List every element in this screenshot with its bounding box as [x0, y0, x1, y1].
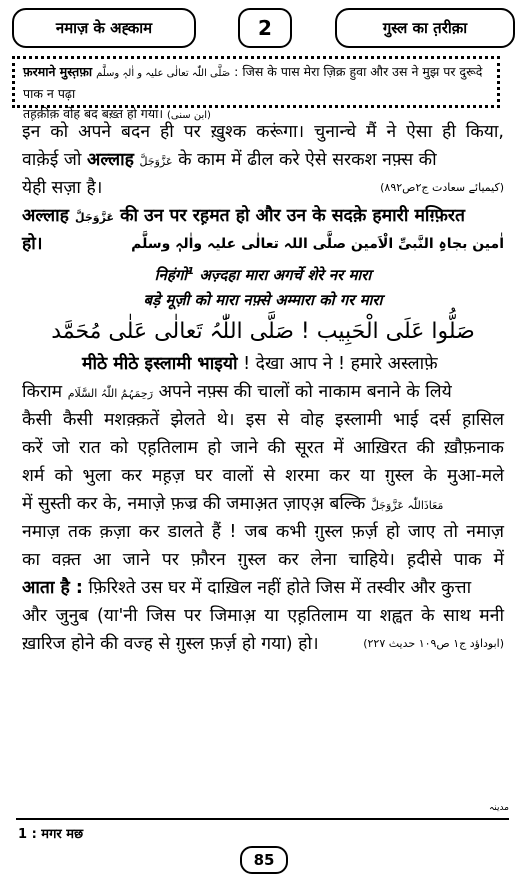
text-line: का वक़्त आ जाने पर फ़ौरन ग़ुस्ल कर लेना चाहिये। ह़दीसे पाक में — [22, 550, 504, 570]
text-fragment: निहंगो — [154, 266, 188, 284]
ameen-dua: اٰمین بجاہِ النَّبیِّ الْاَمین صلَّی اللہ تعالٰی علیہ واٰلہٖ وسلَّم — [131, 236, 504, 252]
main-text — [22, 118, 504, 658]
text-fragment: ख़ारिज होने की वज्ह से ग़ुस्ल फ़र्ज़ हो गया) हो। — [22, 634, 319, 654]
text-line: और जुनुब (या'नी जिस पर जिमाअ़ या एह़तिलाम या शह्वत के साथ मनी — [22, 606, 504, 626]
text-fragment: में सुस्ती कर के, नमाज़े फ़ज्र की जमाअ़त ज़ाएअ़ बल्कि — [22, 494, 371, 514]
text-line — [22, 574, 504, 602]
page-number: 85 — [240, 846, 288, 874]
text-line — [22, 350, 504, 378]
footnote-marker: 1 — [187, 266, 195, 277]
poem-line-1 — [22, 258, 504, 286]
text-line: कैसी कैसी मशक़्क़तें झेलते थे। इस से वोह इस्लामी भाई दर्स ह़ासिल — [22, 410, 504, 430]
text-line — [22, 630, 504, 658]
text-fragment: येही सज़ा है। — [22, 178, 103, 198]
chapter-title: नमाज़ के अह्काम — [12, 8, 196, 48]
text-line — [22, 146, 504, 174]
text-fragment: मीठे मीठे इस्लामी भाइयो — [82, 354, 238, 374]
salat-calligraphy: صَلُّوا عَلَی الْحَبِیب ! صَلَّی اللّٰہُ تَعالٰی عَلٰی مُحَمَّد — [51, 319, 475, 344]
madina-mark: مدینہ — [488, 803, 509, 813]
text-fragment: की उन पर रह़मत हो और उन के सदके़ हमारी मग़्फ़िरत — [114, 206, 465, 226]
farmaan-arabic: صَلَّی اللّٰہ تعالٰی علیہ و اٰلہٖ وسلَّم — [96, 68, 231, 79]
text-line: शर्म को भुला कर मह़ज़ घर वालों से शरमा कर या ग़ुस्ल के मुआ-मले — [22, 466, 504, 486]
text-line — [22, 174, 504, 202]
farmaan-text-2: तह़क़ीक़ वोह बद बख़्त हो गया। — [23, 106, 168, 121]
text-fragment: ! देखा आप ने ! हमारे अस्लाफ़े — [237, 354, 438, 374]
chapter-number: 2 — [238, 8, 292, 48]
arabic-honorific: مَعَاذَاللّٰہ عَزَّوَجَلَّ — [370, 499, 444, 512]
text-fragment: अपने नफ़्स की चालों को नाकाम बनाने के लिये — [153, 382, 452, 402]
source-reference: (ابوداؤد ج۱ ص۱۰۹ حدیث ۲۲۷) — [363, 637, 504, 650]
text-line: नमाज़ तक क़ज़ा कर डालते हैं ! जब कभी ग़ुस्ल फ़र्ज़ हो जाए तो नमाज़ — [22, 522, 504, 542]
footnote: 1 : मगर मछ — [18, 827, 84, 842]
text-line: करें जो रात को एह़तिलाम हो जाने की सूरत में आख़िरत की ख़ौफ़नाक — [22, 438, 504, 458]
text-line — [22, 490, 504, 518]
arabic-honorific: عَزَّوَجَلَّ — [75, 211, 114, 224]
arabic-honorific: رَحِمَہُمُ اللّٰہُ السَّلَام — [67, 387, 154, 400]
farmaan-text-1: : जिस के पास मेरा ज़िक्र हुवा और उस ने मुझ पर दुरूदे पाक न पढ़ा — [23, 64, 483, 101]
text-line — [22, 202, 504, 230]
text-line — [22, 230, 504, 258]
text-line: इन को अपने बदन ही पर ख़ुश्क करूंगा। चुनान्चे मैं ने ऐसा ही किया, — [22, 122, 504, 142]
poem-line-2: बड़े मूज़ी को मारा नफ़्से अम्मारा को गर मारा — [143, 291, 383, 309]
allah-word: अल्लाह — [22, 206, 69, 226]
arabic-honorific: عَزَّوَجَلَّ — [139, 155, 173, 168]
text-line — [22, 378, 504, 406]
farmaan-label: फ़रमाने मुस्त़फ़ा — [23, 64, 93, 79]
footnote-divider — [16, 818, 509, 820]
text-fragment: के काम में ढील करे ऐसे सरकश नफ़्स की — [172, 150, 437, 170]
text-fragment: अज़्दहा मारा अगर्चे शेरे नर मारा — [194, 266, 372, 284]
section-title: गुस्ल का त़रीक़ा — [335, 8, 515, 48]
text-fragment: फ़िरिश्ते उस घर में दाख़िल नहीं होते जिस में तस्वीर और कुत्ता — [82, 578, 472, 598]
text-fragment: किराम — [22, 382, 68, 402]
text-fragment: आता है : — [22, 578, 83, 598]
allah-word: अल्लाह — [86, 150, 134, 170]
text-fragment: वाक़ेई जो — [22, 150, 87, 170]
farmaan-ref: (ابن سنی) — [167, 110, 211, 121]
farmaan-box — [12, 56, 500, 121]
text-fragment: हो। — [22, 234, 43, 254]
source-reference: (کیمیائے سعادت ج۲ص۸۹۲) — [380, 181, 504, 194]
